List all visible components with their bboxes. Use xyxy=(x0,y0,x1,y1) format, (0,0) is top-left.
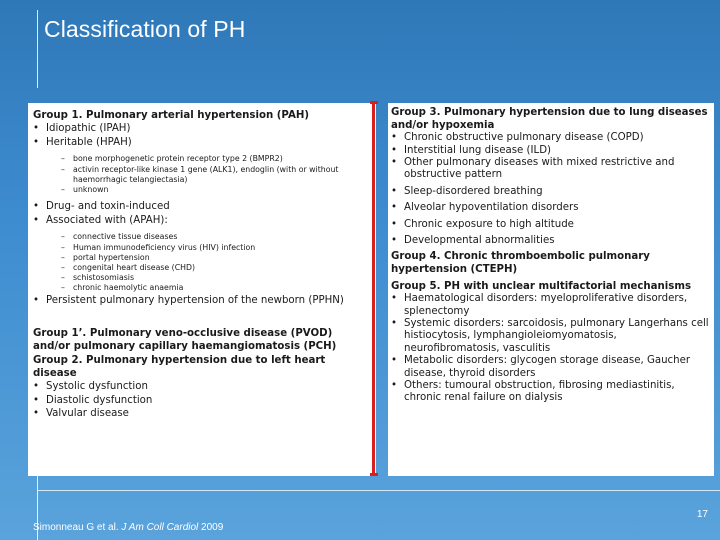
group1-prime-heading: Group 1’. Pulmonary veno-occlusive disease (PVOD) and/or pulmonary capillary haemangiomatosis (PCH) xyxy=(33,328,337,353)
list-item: • Systemic disorders: sarcoidosis, pulmonary Langerhans cell histiocytosis, lymphangioleiomyomatosis, neurofibromatosis, vasculitis xyxy=(391,318,709,354)
citation-journal: J Am Coll Cardiol xyxy=(121,522,199,533)
footer-divider-horizontal xyxy=(37,490,720,491)
sub-list-item: – congenital heart disease (CHD) xyxy=(61,263,196,272)
right-panel xyxy=(388,103,714,476)
list-item: • Haematological disorders: myeloproliferative disorders, splenectomy xyxy=(391,293,688,317)
sub-list-item: – connective tissue diseases xyxy=(61,232,178,242)
title-divider xyxy=(37,10,38,88)
list-item: • Metabolic disorders: glycogen storage disease, Gaucher disease, thyroid disorders xyxy=(391,355,691,379)
list-item: • Idiopathic (IPAH) xyxy=(33,123,131,135)
list-item: • Others: tumoural obstruction, fibrosing mediastinitis, chronic renal failure on dialysis xyxy=(391,380,675,404)
slide-title: Classification of PH xyxy=(44,16,246,42)
group4-heading: Group 4. Chronic thromboembolic pulmonary hypertension (CTEPH) xyxy=(391,251,650,276)
list-item: • Chronic obstructive pulmonary disease (COPD) xyxy=(391,132,644,144)
citation-year: 2009 xyxy=(201,522,224,533)
sub-list-item: – Human immunodeficiency virus (HIV) infection xyxy=(61,242,256,252)
left-panel xyxy=(28,103,376,476)
red-divider xyxy=(372,101,375,476)
group2-heading: Group 2. Pulmonary hypertension due to left heart disease xyxy=(33,354,326,379)
list-item: • Interstitial lung disease (ILD) xyxy=(391,144,552,156)
list-item: • Valvular disease xyxy=(33,408,129,420)
list-item: • Developmental abnormalities xyxy=(391,235,555,247)
list-item: • Chronic exposure to high altitude xyxy=(391,218,574,230)
group3-heading: Group 3. Pulmonary hypertension due to lung diseases and/or hypoxemia xyxy=(391,107,708,131)
group1-heading: Group 1. Pulmonary arterial hypertension (PAH) xyxy=(33,110,310,121)
sub-list-item: – schistosomiasis xyxy=(61,273,135,283)
red-divider-cap-top xyxy=(370,101,378,104)
list-item: • Diastolic dysfunction xyxy=(33,394,153,406)
sub-list-item: – bone morphogenetic protein receptor type 2 (BMPR2) xyxy=(61,154,283,164)
list-item: • Associated with (APAH): xyxy=(33,214,168,226)
sub-list-item: – chronic haemolytic anaemia xyxy=(61,283,184,293)
list-item: • Other pulmonary diseases with mixed restrictive and obstructive pattern xyxy=(391,157,675,181)
list-item: • Sleep-disordered breathing xyxy=(391,185,543,197)
sub-list-item: – activin receptor-like kinase 1 gene (ALK1), endoglin (with or without haemorrhagic telangiectasia) xyxy=(61,164,339,184)
citation xyxy=(33,522,223,533)
list-item: • Alveolar hypoventilation disorders xyxy=(391,202,579,214)
page-number: 17 xyxy=(696,509,708,520)
sub-list-item: – unknown xyxy=(61,185,109,194)
red-divider-cap-bottom xyxy=(370,473,378,476)
list-item: • Systolic dysfunction xyxy=(33,381,148,393)
list-item: • Persistent pulmonary hypertension of the newborn (PPHN) xyxy=(33,294,344,306)
sub-list-item: – portal hypertension xyxy=(61,252,150,262)
citation-authors: Simonneau G et al. xyxy=(33,522,119,533)
group5-heading: Group 5. PH with unclear multifactorial mechanisms xyxy=(391,280,692,292)
list-item: • Heritable (HPAH) xyxy=(33,136,132,148)
list-item: • Drug- and toxin-induced xyxy=(33,201,170,213)
